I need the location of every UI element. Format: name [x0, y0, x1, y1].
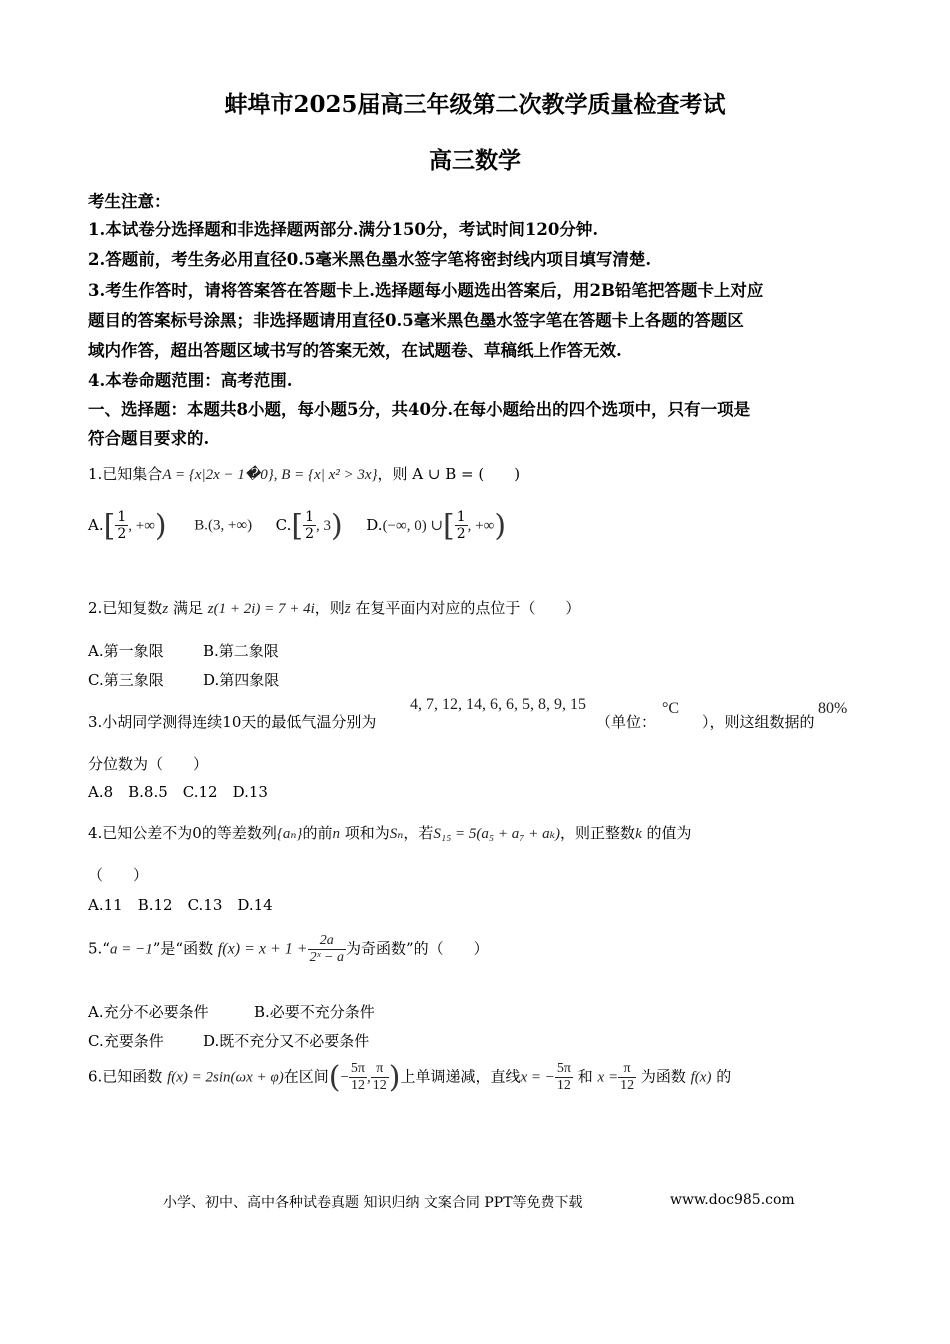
q1-option-b: B.(3, +∞)	[194, 517, 253, 534]
exam-subtitle: 高三数学	[429, 147, 521, 174]
q1-option-d: D.(−∞, 0) ∪[ $\frac{1}{2}$ , +∞)	[366, 508, 507, 543]
question-1	[88, 463, 520, 484]
q1-option-c: C.[ $\frac{1}{2}$ , 3)	[275, 508, 343, 543]
notice-line-5: 域内作答，超出答题区域书写的答案无效，在试题卷、草稿纸上作答无效.	[88, 341, 622, 360]
q3-options: A.8 B.8.5 C.12 D.13	[88, 783, 268, 801]
notice-heading: 考生注意：	[88, 192, 171, 211]
question-5: 5.“a = −1”是“函数 f(x) = x + 1 + $\frac{2a}{\text{2ˣ − a}}$ 为奇函数”的（ ）	[88, 933, 489, 966]
q1-set-a: A = {x|2x − 1�0}	[162, 467, 274, 483]
footer-text: 小学、初中、高中各种试卷真题 知识归纳 文案合同 PPT等免费下载	[163, 1195, 583, 1211]
q5-option-a: A.充分不必要条件	[88, 1003, 209, 1021]
notice-line-1: 1.本试卷分选择题和非选择题两部分.满分150分，考试时间120分钟.	[88, 220, 599, 239]
exam-title: 蚌埠市2025届高三年级第二次教学质量检查考试	[224, 91, 726, 118]
q3-data: 4, 7, 12, 14, 6, 6, 5, 8, 9, 15	[410, 696, 586, 713]
q1-option-a: A.[ $\frac{1}{2}$ , +∞)	[88, 508, 167, 543]
question-2: 2.已知复数z 满足 z(1 + 2i) = 7 + 4i，则z̄ 在复平面内对应的点位于（ ）	[88, 599, 581, 617]
q3-unit: °C	[662, 700, 680, 717]
q1-options	[88, 508, 506, 543]
question-6: 6.已知函数 f(x) = 2sin(ωx + φ)在区间(− $\frac{5\pi}{12}$ , $\frac{\pi}{12}$ )上单调递减，直线x = − $\frac{5\pi}{12}$ 和 x = $\frac{\pi}{12}$ 为函数 f(x) 的	[88, 1060, 732, 1095]
q3-unit-tail: ），则这组数据的	[702, 713, 815, 731]
footer-site-link[interactable]: www.doc985.com	[670, 1192, 795, 1208]
section-heading-line-2: 符合题目要求的.	[88, 429, 210, 448]
q3-unit-lead: （单位：	[596, 713, 657, 731]
notice-line-4: 题目的答案标号涂黑；非选择题请用直径0.5毫米黑色墨水签字笔在答题卡上各题的答题区	[88, 311, 744, 330]
q5-option-c: C.充要条件	[88, 1032, 164, 1050]
q4-paren: （ ）	[88, 866, 149, 884]
q2-option-b: B.第二象限	[203, 642, 279, 660]
q2-option-d: D.第四象限	[203, 671, 280, 689]
question-4: 4.已知公差不为0的等差数列{aₙ}的前n 项和为Sₙ，若S₁₅ = 5(a₅ + a₇ + aₖ)，则正整数k 的值为	[88, 824, 692, 842]
q1-set-b: , B = {x| x² > 3x}	[273, 467, 378, 483]
q3-line-2: 分位数为（ ）	[88, 755, 209, 773]
notice-line-2: 2.答题前，考生务必用直径0.5毫米黑色墨水签字笔将密封线内项目填写清楚.	[88, 250, 652, 269]
q1-tail: ，则 A ∪ B = ( )	[377, 465, 521, 483]
q5-option-d: D.既不充分又不必要条件	[203, 1032, 370, 1050]
q5-option-b: B.必要不充分条件	[254, 1003, 375, 1021]
q1-lead: 1.已知集合	[88, 465, 163, 483]
question-3: 3.小胡同学测得连续10天的最低气温分别为	[88, 713, 377, 731]
notice-line-3: 3.考生作答时，请将答案答在答题卡上.选择题每小题选出答案后，用2B铅笔把答题卡上对应	[88, 281, 764, 300]
notice-line-6: 4.本卷命题范围：高考范围.	[88, 371, 293, 390]
q2-option-c: C.第三象限	[88, 671, 164, 689]
q3-percentile: 80%	[818, 700, 848, 717]
section-heading-line-1: 一、选择题：本题共8小题，每小题5分，共40分.在每小题给出的四个选项中，只有一项是	[88, 400, 751, 419]
q2-option-a: A.第一象限	[88, 642, 164, 660]
q4-options: A.11 B.12 C.13 D.14	[88, 896, 273, 914]
